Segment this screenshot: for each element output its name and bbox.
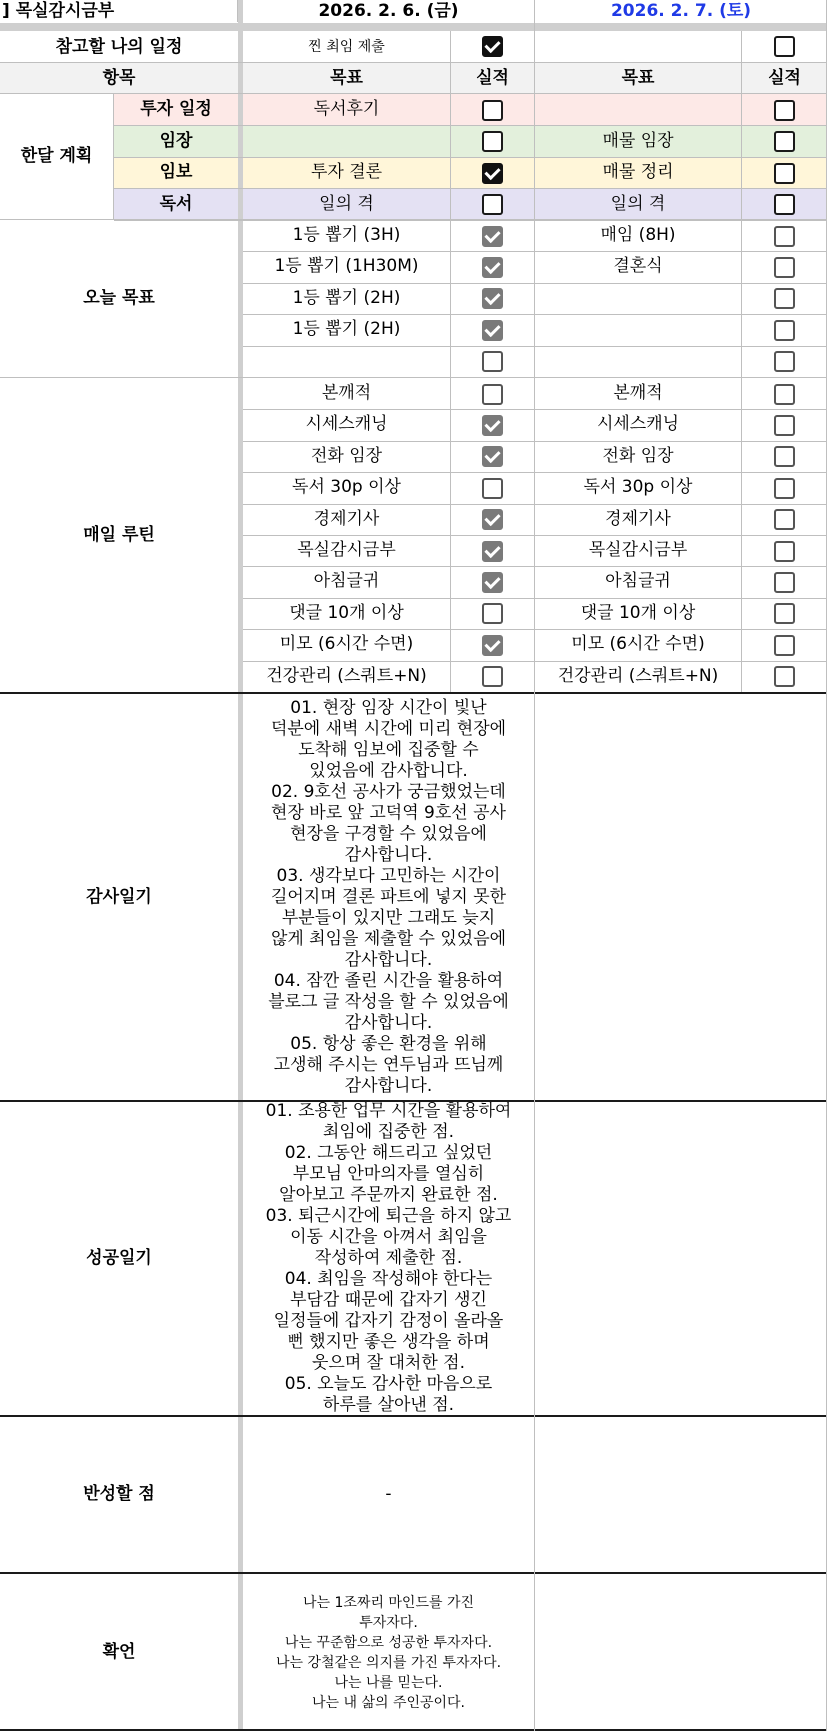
routine-result-day1-checkbox[interactable] <box>482 603 503 624</box>
routine-result-day2-checkbox[interactable] <box>774 603 795 624</box>
grid-line <box>243 441 827 442</box>
today-goal-result-day1-checkbox[interactable] <box>482 288 503 309</box>
schedule-day2-checkbox[interactable] <box>774 36 795 57</box>
month-plan-result-day1-checkbox[interactable] <box>482 194 503 215</box>
success-label: 성공일기 <box>86 1248 152 1268</box>
routine-item-day1: 목실감시금부 <box>297 540 396 560</box>
month-plan-result-day1-checkbox[interactable] <box>482 131 503 152</box>
routine-result-day2-checkbox[interactable] <box>774 478 795 499</box>
today-goal-result-day2-checkbox[interactable] <box>774 320 795 341</box>
routine-result-day1-checkbox[interactable] <box>482 541 503 562</box>
grid-line <box>243 346 827 347</box>
grid-line <box>534 0 535 1731</box>
routine-result-day1-checkbox[interactable] <box>482 446 503 467</box>
today-goal-result-day2-checkbox[interactable] <box>774 226 795 247</box>
column-result-day2: 실적 <box>742 63 827 93</box>
success-text: 01. 조용한 업무 시간을 활용하여 최임에 집중한 점. 02. 그동안 해드리고 싶었던 부모님 안마의자를 열심히 알아보고 주문까지 완료한 점. 03. 퇴근시간에 퇴근을 하지 않고 이동 시간을 아껴서 최임을 작성하여 제출한 점. 04. 최임을 작성해야 한다는 부담감 때문에 갑자기 생긴 일정들에 갑자기 감정이 올라올 뻔 했지만 좋은 생각을 하며 웃으며 잘 대처한 점. 05. 오늘도 감사한 마음으로 하루를 살아낸 점. <box>265 1102 512 1415</box>
grid-line <box>0 93 827 94</box>
month-plan-label: 한달 계획 <box>20 146 93 166</box>
grid-line <box>243 629 827 630</box>
month-plan-goal-day1: 독서후기 <box>313 99 380 119</box>
routine-item-day2: 미모 (6시간 수면) <box>571 634 705 655</box>
grid-line <box>243 251 827 252</box>
header-separator <box>0 23 827 31</box>
today-goal-day1: 1등 뽑기 (1H30M) <box>274 256 419 277</box>
routine-result-day2-checkbox[interactable] <box>774 509 795 530</box>
schedule-day2 <box>535 32 741 62</box>
routine-result-day1-checkbox[interactable] <box>482 384 503 405</box>
today-goal-day1: 1등 뽑기 (3H) <box>292 225 401 245</box>
today-goal-result-day2-checkbox[interactable] <box>774 257 795 278</box>
today-goal-result-day1-checkbox[interactable] <box>482 257 503 278</box>
routine-item-day1: 댓글 10개 이상 <box>289 602 404 623</box>
grid-line <box>243 598 827 599</box>
grid-line <box>0 1572 827 1574</box>
routine-item-day1: 미모 (6시간 수면) <box>279 634 414 655</box>
gratitude-text: 01. 현장 임장 시간이 빛난 덕분에 새벽 시간에 미리 현장에 도착해 임보에 집중할 수 있었음에 감사합니다. 02. 9호선 공사가 궁금했었는데 현장 바로 앞 고덕역 9호선 공사 현장을 구경할 수 있었음에 감사합니다. 03. 생각보다 고민하는 시간이 길어지며 결론 파트에 넣지 못한 부분들이 있지만 그래도 늦지 않게 최임을 제출할 수 있었음에 감사합니다. 04. 잠깐 졸린 시간을 활용하여 블로그 글 작성을 할 수 있었음에 감사합니다. 05. 항상 좋은 환경을 위해 고생해 주시는 연두님과 뜨님께 감사합니다. <box>268 697 509 1096</box>
schedule-label: 참고할 나의 일정 <box>55 36 183 57</box>
month-plan-item: 임장 <box>159 130 193 151</box>
grid-line <box>114 188 827 189</box>
today-goal-day2 <box>535 346 741 377</box>
grid-line <box>0 1415 827 1417</box>
grid-line <box>243 566 827 567</box>
month-plan-goal-day2 <box>535 94 741 125</box>
today-goal-result-day2-checkbox[interactable] <box>774 288 795 309</box>
date-day1: 2026. 2. 6. (금) <box>318 0 459 21</box>
month-plan-item: 독서 <box>159 193 193 214</box>
routine-item-day2: 댓글 10개 이상 <box>580 602 696 623</box>
routine-item-day1: 독서 30p 이상 <box>292 477 401 498</box>
month-plan-result-day2-checkbox[interactable] <box>774 131 795 152</box>
column-result-day1: 실적 <box>451 63 534 93</box>
grid-line <box>0 219 827 220</box>
routine-result-day1-checkbox[interactable] <box>482 635 503 656</box>
routine-result-day1-checkbox[interactable] <box>482 572 503 593</box>
routine-result-day2-checkbox[interactable] <box>774 384 795 405</box>
column-item: 항목 <box>0 63 238 93</box>
month-plan-goal-day1: 투자 결론 <box>310 162 383 182</box>
routine-item-day1: 시세스캐닝 <box>305 414 388 435</box>
reflection-text: - <box>385 1484 392 1504</box>
grid-line <box>0 692 827 694</box>
affirmation-label: 확언 <box>102 1642 136 1662</box>
today-goals-label: 오늘 목표 <box>83 288 155 308</box>
gratitude-label: 감사일기 <box>86 886 152 907</box>
grid-line <box>741 31 742 692</box>
routine-result-day2-checkbox[interactable] <box>774 541 795 562</box>
grid-line <box>243 535 827 536</box>
sheet-title: ] 목실감시금부 <box>0 0 238 22</box>
month-plan-result-day2-checkbox[interactable] <box>774 163 795 184</box>
month-plan-result-day2-checkbox[interactable] <box>774 100 795 121</box>
routine-label: 매일 루틴 <box>83 524 155 545</box>
routine-result-day1-checkbox[interactable] <box>482 509 503 530</box>
routine-result-day2-checkbox[interactable] <box>774 666 795 687</box>
routine-result-day1-checkbox[interactable] <box>482 666 503 687</box>
reflection-label: 반성할 점 <box>83 1484 155 1504</box>
today-goal-result-day1-checkbox[interactable] <box>482 351 503 372</box>
today-goal-day2 <box>535 314 741 345</box>
routine-item-day2: 전화 임장 <box>602 445 674 466</box>
grid-line <box>0 1100 827 1102</box>
grid-line <box>243 472 827 473</box>
routine-item-day2: 아침글귀 <box>605 571 671 592</box>
today-goal-day1 <box>243 346 450 377</box>
column-goal-day2: 목표 <box>535 63 741 93</box>
affirmation-text: 나는 1조짜리 마인드를 가진 투자자다. 나는 꾸준함으로 성공한 투자자다. 나는 강철같은 의지를 가진 투자자다. 나는 나를 믿는다. 나는 내 삶의 주인공이다. <box>275 1594 502 1711</box>
month-plan-result-day2-checkbox[interactable] <box>774 194 795 215</box>
grid-line <box>114 125 827 126</box>
routine-result-day2-checkbox[interactable] <box>774 635 795 656</box>
grid-line <box>0 62 827 63</box>
month-plan-result-day1-checkbox[interactable] <box>482 163 503 184</box>
month-plan-goal-day1 <box>243 126 450 157</box>
routine-result-day1-checkbox[interactable] <box>482 478 503 499</box>
routine-item-day2: 경제기사 <box>605 508 671 529</box>
grid-line <box>243 504 827 505</box>
grid-line <box>450 31 451 692</box>
grid-line <box>243 409 827 410</box>
column-goal-day1: 목표 <box>243 63 450 93</box>
routine-item-day2: 건강관리 (스쿼트+N) <box>557 665 719 686</box>
routine-item-day1: 건강관리 (스쿼트+N) <box>266 665 427 686</box>
month-plan-goal-day2: 매물 정리 <box>602 162 674 182</box>
routine-result-day2-checkbox[interactable] <box>774 446 795 467</box>
routine-item-day2: 목실감시금부 <box>588 540 688 560</box>
month-plan-item: 투자 일정 <box>140 99 212 119</box>
month-plan-item: 임보 <box>159 162 193 182</box>
grid-line <box>243 314 827 315</box>
today-goal-result-day1-checkbox[interactable] <box>482 226 503 247</box>
grid-line <box>243 661 827 662</box>
today-goal-day2 <box>535 283 741 314</box>
routine-item-day2: 본깨적 <box>613 383 663 403</box>
schedule-day1-checkbox[interactable] <box>482 36 503 57</box>
date-day2: 2026. 2. 7. (토) <box>610 0 752 21</box>
today-goal-day2: 결혼식 <box>613 256 663 277</box>
routine-item-day1: 아침글귀 <box>313 571 380 592</box>
routine-item-day2: 시세스캐닝 <box>596 414 680 435</box>
routine-item-day1: 전화 임장 <box>310 445 383 466</box>
month-plan-goal-day2: 매물 임장 <box>602 130 674 151</box>
today-goal-day1: 1등 뽑기 (2H) <box>292 319 401 340</box>
month-plan-goal-day2: 일의 격 <box>610 193 666 214</box>
column-separator <box>238 0 243 1731</box>
today-goal-day1: 1등 뽑기 (2H) <box>292 287 401 308</box>
routine-result-day2-checkbox[interactable] <box>774 572 795 593</box>
today-goal-day2: 매임 (8H) <box>600 225 676 245</box>
today-goal-result-day1-checkbox[interactable] <box>482 320 503 341</box>
today-goal-result-day2-checkbox[interactable] <box>774 351 795 372</box>
grid-line <box>243 283 827 284</box>
month-plan-goal-day1: 일의 격 <box>319 193 374 214</box>
month-plan-result-day1-checkbox[interactable] <box>482 100 503 121</box>
schedule-day1: 찐 최임 제출 <box>308 38 385 55</box>
routine-result-day2-checkbox[interactable] <box>774 415 795 436</box>
routine-result-day1-checkbox[interactable] <box>482 415 503 436</box>
routine-item-day1: 본깨적 <box>321 383 372 403</box>
grid-line <box>113 94 114 219</box>
routine-item-day1: 경제기사 <box>313 508 380 529</box>
routine-item-day2: 독서 30p 이상 <box>583 477 693 498</box>
grid-line <box>0 377 827 378</box>
grid-line <box>114 157 827 158</box>
